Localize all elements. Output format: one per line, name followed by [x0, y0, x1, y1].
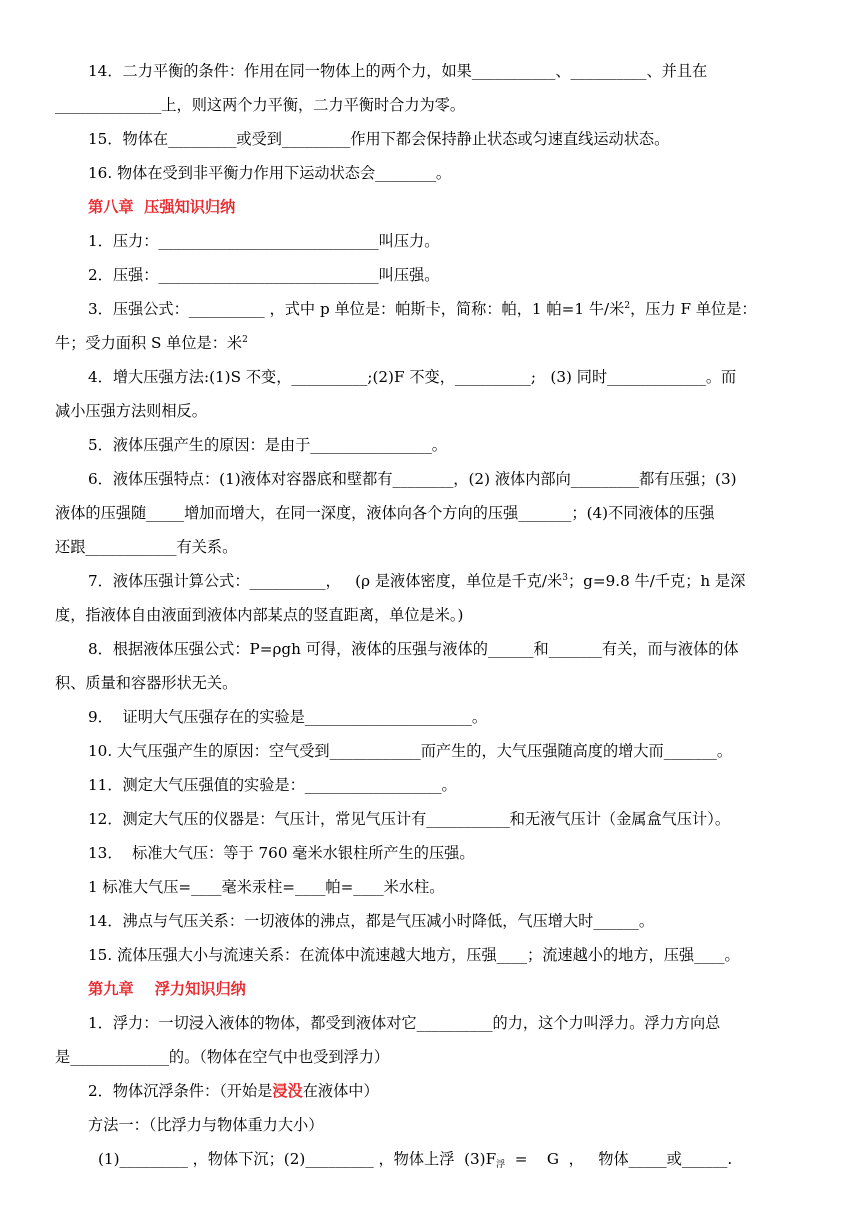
- text-line: 3．压强公式：__________ ，式中 p 单位是：帕斯卡，简称：帕，1 帕=1 牛/米$^2$，压力 F 单位是：: [88, 300, 757, 318]
- superscript: 2: [624, 301, 631, 311]
- subscript: 浮: [496, 1160, 506, 1170]
- chapter-9-heading: 第九章 浮力知识归纳: [88, 980, 246, 998]
- text-line: 是_____________的。（物体在空气中也受到浮力）: [55, 1048, 390, 1066]
- text-line: 16. 物体在受到非平衡力作用下运动状态会________。: [88, 164, 452, 182]
- text-line: 15．物体在_________或受到_________作用下都会保持静止状态或匀速直线运动状态。: [88, 130, 670, 148]
- text-line: ______________上，则这两个力平衡，二力平衡时合力为零。: [55, 96, 466, 114]
- text-line: 还跟____________有关系。: [55, 538, 238, 556]
- superscript: 2: [242, 335, 248, 345]
- chapter-8-heading: 第八章 压强知识归纳: [88, 198, 236, 216]
- text-line: 1．压力：_____________________________叫压力。: [88, 232, 440, 250]
- text-line: 2．物体沉浮条件：（开始是浸没在液体中）: [88, 1082, 379, 1100]
- text-line: 8．根据液体压强公式：P=ρgh 可得，液体的压强与液体的______和_______有关，而与液体的体: [88, 640, 739, 658]
- text-line: 5．液体压强产生的原因：是由于________________。: [88, 436, 447, 454]
- highlight-keyword: 浸没: [272, 1082, 303, 1100]
- text-line: 11．测定大气压强值的实验是：__________________。: [88, 776, 457, 794]
- text-line: 方法一：（比浮力与物体重力大小）: [88, 1116, 324, 1134]
- text-line: 14．二力平衡的条件：作用在同一物体上的两个力，如果___________、__________、并且在: [88, 62, 708, 80]
- text-line: 1．浮力：一切浸入液体的物体，都受到液体对它__________的力，这个力叫浮力。浮力方向总: [88, 1014, 721, 1032]
- text-line: 10. 大气压强产生的原因：空气受到____________而产生的，大气压强随高度的增大而_______。: [88, 742, 733, 760]
- superscript: 3: [562, 573, 568, 583]
- text-line: 1 标准大气压=____毫米汞柱=____帕=____米水柱。: [88, 878, 445, 896]
- text-line: 7．液体压强计算公式：__________， (ρ 是液体密度，单位是千克/米$^3$；g=9.8 牛/千克；h 是深: [88, 572, 746, 590]
- text-line: 减小压强方法则相反。: [55, 402, 207, 420]
- text-line: (1)_________ ，物体下沉；(2)_________ ，物体上浮 $(3)F_浮$ = G ， 物体_____或______.: [98, 1150, 733, 1170]
- text-line: 2．压强：_____________________________叫压强。: [88, 266, 440, 284]
- text-line: 积、质量和容器形状无关。: [55, 674, 238, 692]
- text-line: 9． 证明大气压强存在的实验是______________________。: [88, 708, 488, 726]
- text-line: 14．沸点与气压关系：一切液体的沸点，都是气压减小时降低，气压增大时______。: [88, 912, 655, 930]
- text-line: 6．液体压强特点：(1)液体对容器底和壁都有________，(2) 液体内部向_________都有压强；(3): [88, 470, 737, 488]
- text-line: 13． 标准大气压：等于 760 毫米水银柱所产生的压强。: [88, 844, 475, 862]
- text-line: 牛；受力面积 S 单位是：米$^2$: [55, 334, 248, 352]
- text-line: 4．增大压强方法:(1)S 不变，__________;(2)F 不变，__________; (3) 同时_____________。而: [88, 368, 737, 386]
- text-line: 12．测定大气压的仪器是：气压计，常见气压计有___________和无液气压计（金属盒气压计）。: [88, 810, 731, 828]
- text-line: 15. 流体压强大小与流速关系：在流体中流速越大地方，压强____；流速越小的地方，压强____。: [88, 946, 740, 964]
- text-line: 液体的压强随_____增加而增大，在同一深度，液体向各个方向的压强_______；(4)不同液体的压强: [55, 504, 715, 522]
- text-line: 度，指液体自由液面到液体内部某点的竖直距离，单位是米。): [55, 606, 464, 624]
